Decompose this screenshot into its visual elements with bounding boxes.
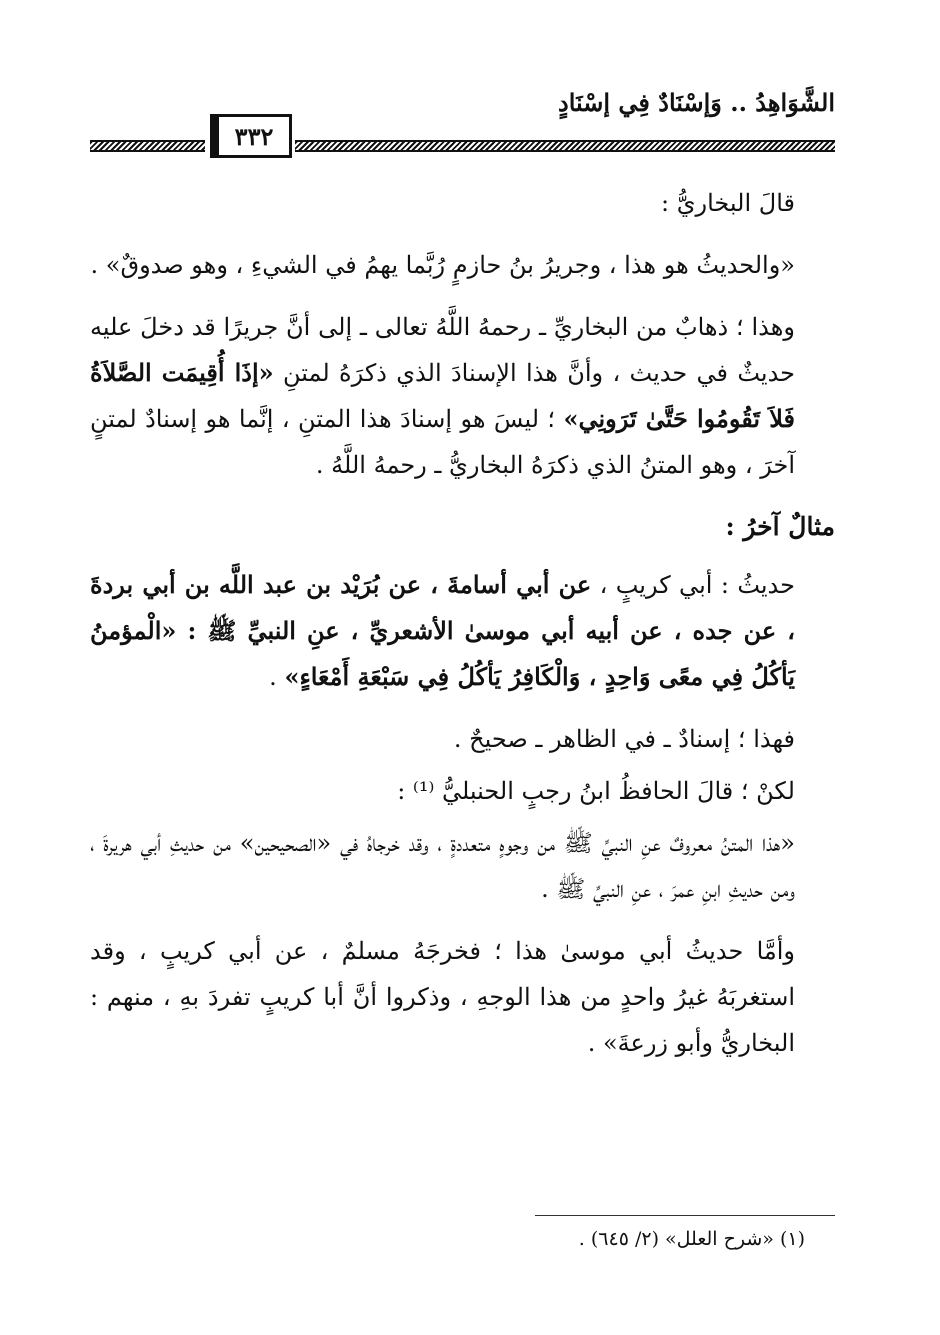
- paragraph-6: لكنْ ؛ قالَ الحافظُ ابنُ رجبٍ الحنبليُّ ⁽¹⁾ :: [397, 777, 795, 805]
- section-heading: مثالٌ آخرُ :: [725, 512, 835, 541]
- running-title: الشَّوَاهِدُ .. وَإسْنَادٌ فِي إسْنَادٍ: [558, 88, 835, 117]
- paragraph-4-c: .: [269, 663, 285, 691]
- footnote-rule: [535, 1215, 835, 1216]
- main-text: [90, 180, 835, 1082]
- paragraph-4: [90, 562, 835, 700]
- footnote: (١) «شرح العلل» (٢/ ٦٤٥) .: [578, 1228, 805, 1250]
- hadith-quote-1: «إذَا أُقِيمَت الصَّلاَةُ فَلاَ تَقُومُوا حَتَّىٰ تَرَونِي»: [90, 358, 796, 433]
- paragraph-3-a: وهذا ؛ ذهابٌ من البخاريِّ ـ رحمهُ اللَّهُ تعالى ـ إلى أنَّ جريرًا قد دخلَ عليه حديثٌ في حديث ، وأنَّ هذا الإسنادَ الذي ذكرَهُ لمتنِ: [90, 313, 796, 387]
- paragraph-4-a: حديثُ : أبي كريبٍ ،: [591, 571, 795, 599]
- paragraph-7: «هذا المتنُ معروفٌ عنِ النبيِّ ﷺ من وجوهٍ متعددةٍ ، وقد خرجاهُ في «الصحيحين» من حديثِ أبي هريرةَ ، ومن حديثِ ابنِ عمرَ ، عنِ النبيِّ ﷺ .: [90, 829, 795, 903]
- paragraph-5: فهذا ؛ إسنادٌ ـ في الظاهر ـ صحيحٌ .: [453, 725, 795, 753]
- paragraph-8: وأمَّا حديثُ أبي موسىٰ هذا ؛ فخرجَهُ مسلمٌ ، عن أبي كريبٍ ، وقد استغربَهُ غيرُ واحدٍ من هذا الوجهِ ، وذكروا أنَّ أبا كريبٍ تفردَ بهِ ، منهم : البخاريُّ وأبو زرعةَ» .: [90, 937, 795, 1057]
- page-number: ٣٣٢: [210, 114, 292, 158]
- paragraph-3: [90, 304, 835, 488]
- paragraph-2: «والحديثُ هو هذا ، وجريرُ بنُ حازمٍ رُبَّما يهمُ في الشيءِ ، وهو صدوقٌ» .: [90, 251, 795, 279]
- paragraph-1: قالَ البخاريُّ :: [661, 189, 795, 217]
- isnad-and-hadith: عن أبي أسامةَ ، عن بُرَيْد بن عبد اللَّه بن أبي بردةَ ، عن جده ، عن أبيه أبي موسىٰ الأشعريِّ ، عنِ النبيِّ ﷺ : «الْمؤمنُ يَأكُلُ فِي معًى وَاحِدٍ ، وَالْكَافِرُ يَأكُلُ فِي سَبْعَةِ أَمْعَاءٍ»: [90, 570, 795, 691]
- paragraph-3-c: ؛ ليسَ هو إسنادَ هذا المتنِ ، إنَّما هو إسنادٌ لمتنٍ آخرَ ، وهو المتنُ الذي ذكرَهُ البخاريُّ ـ رحمهُ اللَّهُ .: [90, 405, 795, 479]
- header-rule-right: [295, 140, 835, 152]
- header-rule-left: [90, 140, 205, 152]
